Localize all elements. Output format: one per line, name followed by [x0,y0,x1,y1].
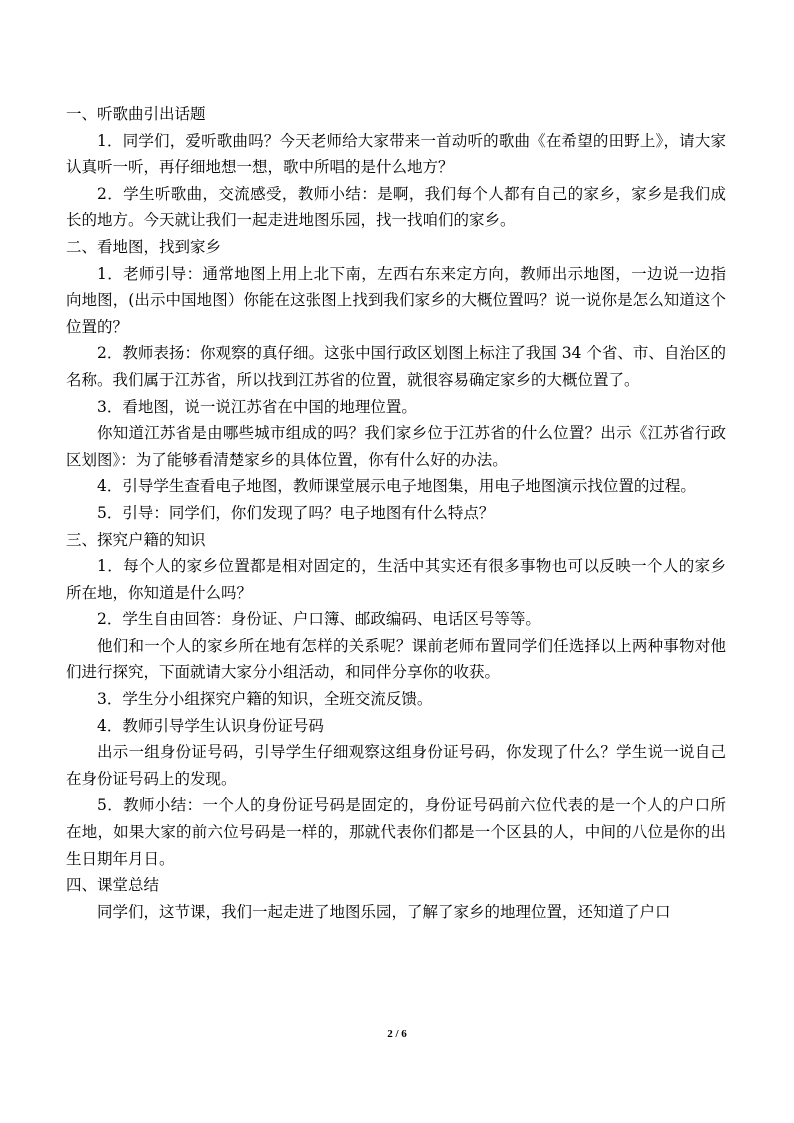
paragraph: 5．教师小结：一个人的身份证号码是固定的，身份证号码前六位代表的是一个人的户口所在地，如果大家的前六位号码是一样的，那就代表你们都是一个区县的人，中间的八位是你的出生日期年月日。 [66,796,726,868]
paragraph: 4．教师引导学生认识身份证号码 [97,716,324,735]
page-number: 2 / 6 [387,1028,407,1040]
section-heading: 三、探究户籍的知识 [66,530,206,549]
document-body [66,101,726,925]
paragraph: 1．每个人的家乡位置都是相对固定的，生活中其实还有很多事物也可以反映一个人的家乡所在地，你知道是什么吗？ [66,557,726,602]
section-heading: 一、听歌曲引出话题 [66,105,206,123]
paragraph: 2．学生听歌曲，交流感受，教师小结：是啊，我们每个人都有自己的家乡，家乡是我们成长的地方。今天就让我们一起走进地图乐园，找一找咱们的家乡。 [66,184,726,230]
paragraph: 你知道江苏省是由哪些城市组成的吗？我们家乡位于江苏省的什么位置？出示《江苏省行政区划图》：为了能够看清楚家乡的具体位置，你有什么好的办法。 [66,424,726,469]
section-heading: 二、看地图，找到家乡 [66,237,222,256]
paragraph: 1．老师引导：通常地图上用上北下南，左西右东来定方向，教师出示地图，一边说一边指向地图，(出示中国地图）你能在这张图上找到我们家乡的大概位置吗？说一说你是怎么知道这个位置的？ [66,264,726,336]
paragraph: 出示一组身份证号码，引导学生仔细观察这组身份证号码，你发现了什么？学生说一说自己在身份证号码上的发现。 [66,743,726,788]
paragraph: 3．学生分小组探究户籍的知识，全班交流反馈。 [97,690,433,709]
paragraph: 2．教师表扬：你观察的真仔细。这张中国行政区划图上标注了我国 34 个省、市、自治区的名称。我们属于江苏省，所以找到江苏省的位置，就很容易确定家乡的大概位置了。 [66,344,726,389]
paragraph: 2．学生自由回答：身份证、户口簿、邮政编码、电话区号等等。 [97,610,541,629]
paragraph: 5．引导：同学们，你们发现了吗？电子地图有什么特点？ [97,503,495,522]
section-heading: 四、课堂总结 [66,876,160,895]
paragraph: 同学们，这节课，我们一起走进了地图乐园，了解了家乡的地理位置，还知道了户口 [97,902,671,921]
paragraph: 3．看地图，说一说江苏省在中国的地理位置。 [97,397,417,416]
paragraph: 1．同学们，爱听歌曲吗？今天老师给大家带来一首动听的歌曲《在希望的田野上》，请大家认真听一听，再仔细地想一想，歌中所唱的是什么地方？ [66,131,726,177]
paragraph: 他们和一个人的家乡所在地有怎样的关系呢？课前老师布置同学们任选择以上两种事物对他们进行探究，下面就请大家分小组活动，和同伴分享你的收获。 [66,636,726,682]
paragraph: 4．引导学生查看电子地图，教师课堂展示电子地图集，用电子地图演示找位置的过程。 [97,477,696,496]
